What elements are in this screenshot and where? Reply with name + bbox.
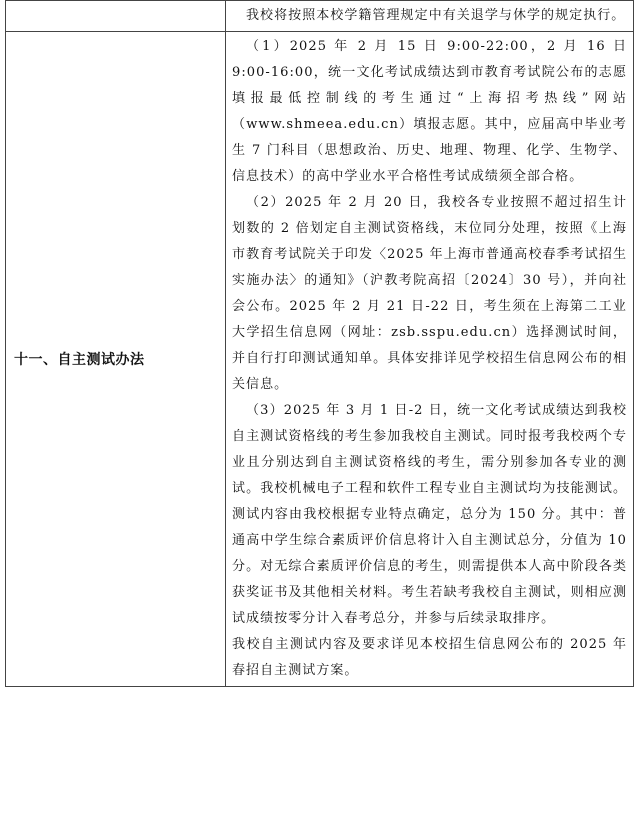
empty-label-cell [6, 1, 226, 32]
paragraph-2: （2）2025 年 2 月 20 日，我校各专业按照不超过招生计划数的 2 倍划定自主测试资格线，末位同分处理，按照《上海市教育考试院关于印发〈2025 年上海市普通高校春季考试招生实施办法〉的通知》（沪教考院高招〔2024〕30 号），并向社会公布。2025 年 2 月 21 日-22 日，考生须在上海第二工业大学招生信息网（网址：zsb.sspu.edu.cn）选择测试时间，并自行打印测试通知单。具体安排详见学校招生信息网公布的相关信息。 [232, 195, 627, 392]
paragraph-3: （3）2025 年 3 月 1 日-2 日，统一文化考试成绩达到我校自主测试资格线的考生参加我校自主测试。同时报考我校两个专业且分别达到自主测试资格线的考生，需分别参加各专业的测试。我校机械电子工程和软件工程专业自主测试均为技能测试。测试内容由我校根据专业特点确定，总分为 150 分。其中：普通高中学生综合素质评价信息将计入自主测试总分，分值为 10 分。对无综合素质评价信息的考生，则需提供本人高中阶段各类获奖证书及其他相关材料。考生若缺考我校自主测试，则相应测试成绩按零分计入春考总分，并参与后续录取排序。 [232, 403, 627, 626]
paragraph-1: （1）2025 年 2 月 15 日 9:00-22:00，2 月 16 日 9:00-16:00，统一文化考试成绩达到市教育考试院公布的志愿填报最低控制线的考生通过“上海招考热线”网站（www.shmeea.edu.cn）填报志愿。其中，应届高中毕业考生 7 门科目（思想政治、历史、地理、物理、化学、生物学、信息技术）的高中学业水平合格性考试成绩须全部合格。 [232, 39, 627, 184]
content-cell [226, 32, 634, 687]
content-cell [226, 1, 634, 32]
section-label: 十一、自主测试办法 [14, 352, 145, 368]
table-row [6, 1, 634, 32]
section-label-cell [6, 32, 226, 687]
paragraph-4: 我校自主测试内容及要求详见本校招生信息网公布的 2025 年春招自主测试方案。 [232, 637, 627, 678]
prev-row-text: 我校将按照本校学籍管理规定中有关退学与休学的规定执行。 [246, 8, 626, 23]
table-row [6, 32, 634, 687]
document-table [5, 0, 634, 687]
